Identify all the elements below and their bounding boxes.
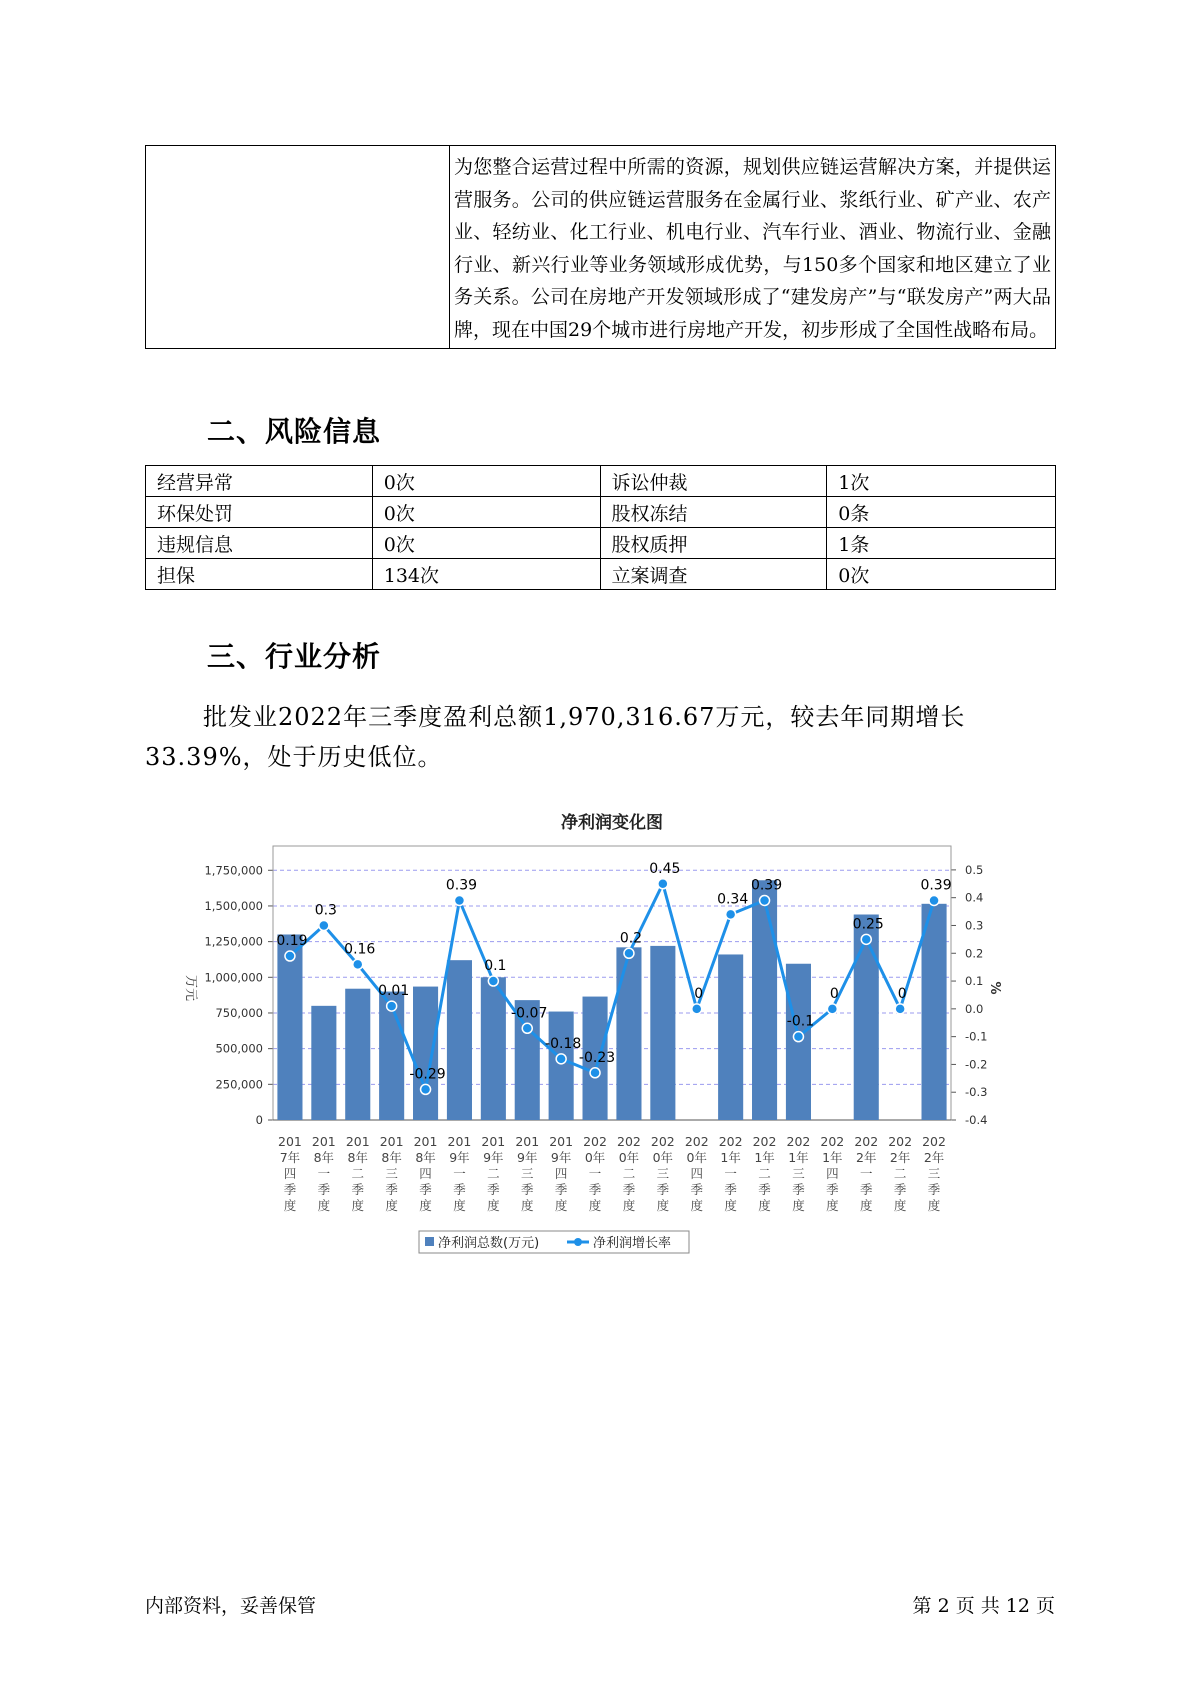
growth-rate-label: 0.45 — [649, 860, 681, 877]
net-profit-chart-svg — [175, 808, 1035, 1268]
intro-label-cell — [146, 146, 450, 349]
net-profit-chart — [175, 808, 1035, 1268]
risk-table-row — [146, 466, 1056, 497]
growth-rate-point — [319, 920, 329, 930]
left-axis-label: 万元 — [183, 974, 198, 1002]
growth-rate-point — [929, 895, 939, 905]
risk-item-label: 环保处罚 — [146, 497, 373, 528]
bar-net-profit — [854, 915, 879, 1120]
x-tick-label: 202 0年三季度 — [650, 1134, 675, 1213]
x-tick-label: 201 7年四季度 — [278, 1134, 302, 1213]
risk-table-row — [146, 497, 1056, 528]
growth-rate-point — [353, 959, 363, 969]
growth-rate-point — [454, 895, 464, 905]
right-tick-label: 0.4 — [965, 890, 984, 905]
risk-item-value: 0次 — [372, 497, 600, 528]
x-tick-label: 201 9年一季度 — [447, 1134, 472, 1213]
risk-item-value: 0条 — [827, 497, 1056, 528]
x-tick-label: 201 9年三季度 — [515, 1134, 540, 1213]
risk-item-label: 违规信息 — [146, 528, 373, 559]
bar-net-profit — [481, 977, 506, 1120]
risk-item-label: 担保 — [146, 559, 373, 590]
growth-rate-label: 0.39 — [445, 877, 478, 894]
risk-item-value: 1次 — [827, 466, 1056, 497]
risk-item-value: 0次 — [827, 559, 1056, 590]
x-tick-label: 201 9年四季度 — [549, 1134, 574, 1213]
bar-net-profit — [922, 904, 947, 1120]
risk-item-label: 立案调查 — [600, 559, 827, 590]
bar-net-profit — [311, 1006, 336, 1120]
right-tick-label: 0.2 — [965, 946, 984, 961]
x-tick-label: 202 2年一季度 — [854, 1134, 879, 1213]
risk-item-label: 诉讼仲裁 — [600, 466, 827, 497]
left-tick-label: 750,000 — [215, 1005, 263, 1020]
growth-rate-point — [556, 1054, 566, 1064]
growth-rate-point — [726, 909, 736, 919]
risk-item-label: 经营异常 — [146, 466, 373, 497]
risk-item-value: 0次 — [372, 466, 600, 497]
right-tick-label: 0.3 — [965, 918, 984, 933]
risk-item-label: 股权质押 — [600, 528, 827, 559]
growth-rate-label: -0.23 — [578, 1049, 616, 1066]
bar-net-profit — [413, 987, 438, 1120]
section-heading-industry: 三、行业分析 — [207, 640, 382, 673]
right-tick-label: -0.1 — [965, 1029, 988, 1044]
bar-net-profit — [650, 946, 675, 1120]
growth-rate-point — [895, 1004, 905, 1014]
x-tick-label: 202 0年一季度 — [583, 1134, 607, 1213]
growth-rate-label: -0.1 — [786, 1013, 815, 1030]
left-tick-label: 1,500,000 — [204, 898, 263, 913]
bar-net-profit — [549, 1012, 574, 1120]
growth-rate-label: 0.39 — [750, 877, 783, 894]
risk-item-value: 134次 — [372, 559, 600, 590]
footer-page-number: 第 2 页 共 12 页 — [912, 1595, 1055, 1617]
growth-rate-point — [421, 1084, 431, 1094]
left-tick-label: 0 — [255, 1113, 263, 1127]
growth-rate-label: 0.01 — [378, 983, 410, 1000]
growth-rate-label: 0.3 — [314, 902, 337, 919]
legend-line-marker — [574, 1238, 582, 1246]
section-heading-risk: 二、风险信息 — [207, 415, 382, 448]
x-tick-label: 202 1年三季度 — [786, 1134, 811, 1213]
growth-rate-label: -0.18 — [545, 1035, 582, 1052]
x-tick-label: 202 1年四季度 — [820, 1134, 845, 1213]
growth-rate-label: 0 — [897, 985, 907, 1002]
industry-analysis-paragraph: 批发业2022年三季度盈利总额1,970,316.67万元，较去年同期增长33.39%，处于历史低位。 — [145, 703, 966, 771]
growth-rate-label: 0.25 — [852, 916, 884, 933]
bar-net-profit — [616, 947, 641, 1120]
right-tick-label: 0.0 — [965, 1001, 984, 1016]
growth-rate-point — [861, 934, 871, 944]
x-tick-label: 202 1年一季度 — [718, 1134, 743, 1213]
risk-table-row — [146, 559, 1056, 590]
company-intro-table — [145, 145, 1056, 349]
growth-rate-label: 0.34 — [717, 891, 749, 908]
left-tick-label: 250,000 — [215, 1077, 263, 1092]
x-tick-label: 201 8年一季度 — [311, 1134, 336, 1213]
risk-item-value: 0次 — [372, 528, 600, 559]
left-tick-label: 1,000,000 — [204, 970, 263, 985]
growth-rate-point — [624, 948, 634, 958]
growth-rate-point — [387, 1001, 397, 1011]
growth-rate-point — [522, 1023, 532, 1033]
risk-item-value: 1条 — [827, 528, 1056, 559]
left-tick-label: 500,000 — [215, 1041, 263, 1056]
growth-rate-point — [793, 1032, 803, 1042]
growth-rate-label: 0 — [829, 985, 839, 1002]
growth-rate-label: 0.19 — [276, 933, 308, 950]
growth-rate-label: -0.29 — [409, 1066, 446, 1083]
growth-rate-point — [760, 895, 770, 905]
legend-line-label: 净利润增长率 — [593, 1236, 672, 1251]
growth-rate-label: 0 — [694, 985, 704, 1002]
growth-rate-label: 0.1 — [484, 958, 507, 975]
growth-rate-label: 0.16 — [344, 941, 376, 958]
x-tick-label: 201 8年四季度 — [413, 1134, 438, 1213]
right-tick-label: -0.2 — [965, 1057, 988, 1072]
risk-item-label: 股权冻结 — [600, 497, 827, 528]
growth-rate-point — [692, 1004, 702, 1014]
right-tick-label: 0.1 — [965, 974, 984, 989]
left-tick-label: 1,750,000 — [204, 863, 263, 878]
growth-rate-label: 0.2 — [619, 930, 643, 947]
x-tick-label: 202 2年三季度 — [922, 1134, 946, 1213]
legend-bar-swatch — [425, 1237, 434, 1246]
growth-rate-point — [590, 1068, 600, 1078]
bar-net-profit — [718, 954, 743, 1120]
bar-net-profit — [345, 989, 370, 1120]
x-tick-label: 201 8年二季度 — [345, 1134, 370, 1213]
legend-bar-label: 净利润总数(万元) — [438, 1236, 540, 1251]
growth-rate-point — [658, 879, 668, 889]
chart-title: 净利润变化图 — [561, 813, 663, 833]
growth-rate-point — [285, 951, 295, 961]
x-tick-label: 202 0年四季度 — [684, 1134, 709, 1213]
x-tick-label: 202 1年二季度 — [752, 1134, 777, 1213]
x-tick-label: 201 8年三季度 — [379, 1134, 404, 1213]
right-tick-label: 0.5 — [965, 862, 984, 877]
intro-text-cell: 为您整合运营过程中所需的资源，规划供应链运营解决方案，并提供运营服务。公司的供应链运营服务在金属行业、浆纸行业、矿产业、农产业、轻纺业、化工行业、机电行业、汽车行业、酒业、物流行业、金融行业、新兴行业等业务领域形成优势，与150多个国家和地区建立了业务关系。公司在房地产开发领域形成了“建发房产”与“联发房产”两大品牌，现在中国29个城市进行房地产开发，初步形成了全国性战略布局。 — [450, 146, 1056, 349]
footer-confidential-note: 内部资料，妥善保管 — [145, 1595, 317, 1617]
growth-rate-point — [827, 1004, 837, 1014]
left-tick-label: 1,250,000 — [204, 934, 263, 949]
risk-table-row — [146, 528, 1056, 559]
x-tick-label: 201 9年二季度 — [481, 1134, 506, 1213]
x-tick-label: 202 0年二季度 — [617, 1134, 641, 1213]
risk-info-table — [145, 465, 1056, 590]
right-tick-label: -0.4 — [965, 1113, 988, 1127]
bar-net-profit — [277, 934, 302, 1120]
right-tick-label: -0.3 — [965, 1085, 988, 1100]
bar-net-profit — [752, 880, 777, 1120]
x-tick-label: 202 2年二季度 — [888, 1134, 913, 1213]
growth-rate-label: 0.39 — [920, 877, 952, 894]
right-axis-label: % — [987, 981, 1002, 995]
growth-rate-label: -0.07 — [511, 1005, 548, 1022]
bar-net-profit — [447, 960, 472, 1120]
growth-rate-point — [488, 976, 498, 986]
